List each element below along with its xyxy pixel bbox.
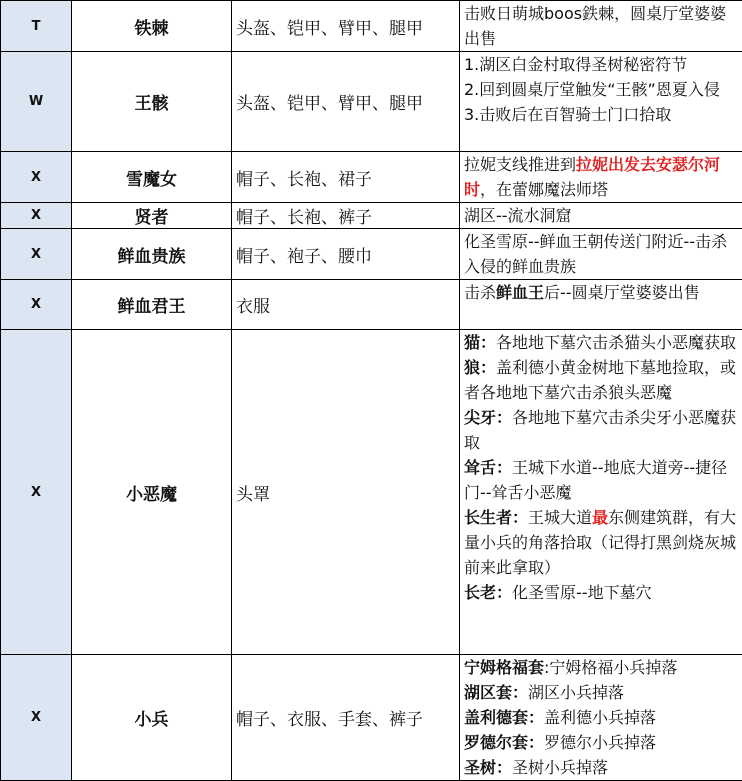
source-text: 宁姆格福套: [464, 658, 544, 677]
source-text: 1.湖区白金村取得圣树秘密符节: [464, 55, 687, 74]
armor-parts: 帽子、袍子、腰巾: [232, 229, 460, 280]
source-cell: [460, 655, 742, 781]
source-text: 盖利德小黄金树地下墓地捡取，或者各地地下墓穴击杀狼头恶魔: [464, 358, 736, 402]
table-row: [1, 229, 742, 280]
source-text: 耸舌：: [464, 458, 512, 477]
index-letter: X: [1, 203, 72, 229]
source-line: [464, 280, 742, 305]
source-line: [464, 405, 742, 455]
source-line: [464, 755, 742, 780]
index-letter: X: [1, 330, 72, 655]
armor-name: 雪魔女: [72, 152, 232, 203]
source-line: [464, 152, 742, 202]
armor-parts: 帽子、长袍、裤子: [232, 203, 460, 229]
armor-parts: 帽子、衣服、手套、裤子: [232, 655, 460, 781]
source-text: 鲜血王: [496, 283, 544, 302]
source-line: [464, 455, 742, 505]
source-text: 狼：: [464, 358, 496, 377]
armor-parts: 头盔、铠甲、臂甲、腿甲: [232, 52, 460, 152]
source-text: 尖牙：: [464, 408, 512, 427]
source-cell: [460, 203, 742, 229]
source-line: [464, 1, 742, 51]
source-cell: [460, 1, 742, 52]
index-letter: X: [1, 152, 72, 203]
source-cell: [460, 330, 742, 655]
source-text: 击败日萌城boos鉄棘，圆桌厅堂婆婆出售: [464, 4, 726, 48]
source-line: [464, 330, 742, 355]
source-text: 王城大道: [528, 508, 592, 527]
source-text: 长老：: [464, 583, 512, 602]
armor-name: 鲜血君王: [72, 280, 232, 330]
source-text: 拉妮支线推进到: [464, 155, 576, 174]
source-line: [464, 730, 742, 755]
source-text: 湖区小兵掉落: [528, 683, 624, 702]
armor-parts: 衣服: [232, 280, 460, 330]
source-line: [464, 203, 742, 228]
source-line: [464, 77, 742, 102]
source-cell: [460, 280, 742, 330]
armor-name: 铁棘: [72, 1, 232, 52]
table-row: [1, 52, 742, 152]
source-text: 湖区套：: [464, 683, 528, 702]
source-line: [464, 680, 742, 705]
source-text: 最: [592, 508, 608, 527]
source-text: 罗德尔套：: [464, 733, 544, 752]
source-text: 王城下水道--地底大道旁--捷径门--耸舌小恶魔: [464, 458, 727, 502]
source-line: [464, 655, 742, 680]
source-text: 2.回到圆桌厅堂触发“王骸”恩夏入侵: [464, 80, 720, 99]
source-text: 后--圆桌厅堂婆婆出售: [544, 283, 700, 302]
source-text: ，在蕾娜魔法师塔: [480, 180, 608, 199]
index-letter: X: [1, 229, 72, 280]
table-row: [1, 330, 742, 655]
armor-name: 小恶魔: [72, 330, 232, 655]
index-letter: X: [1, 655, 72, 781]
table-row: [1, 280, 742, 330]
source-text: 盖利德套：: [464, 708, 544, 727]
source-text: 圣树小兵掉落: [512, 758, 608, 777]
source-text: 罗德尔小兵掉落: [544, 733, 656, 752]
source-line: [464, 355, 742, 405]
index-letter: W: [1, 52, 72, 152]
source-text: 化圣雪原--地下墓穴: [512, 583, 652, 602]
armor-name: 小兵: [72, 655, 232, 781]
source-text: 猫：: [464, 333, 496, 352]
source-line: [464, 102, 742, 127]
source-text: 化圣雪原--鲜血王朝传送门附近--击杀入侵的鲜血贵族: [464, 232, 727, 276]
source-line: [464, 229, 742, 279]
source-line: [464, 580, 742, 605]
source-cell: [460, 229, 742, 280]
index-letter: X: [1, 280, 72, 330]
index-letter: T: [1, 1, 72, 52]
source-text: :宁姆格福小兵掉落: [544, 658, 677, 677]
table-row: [1, 655, 742, 781]
armor-parts: 头盔、铠甲、臂甲、腿甲: [232, 1, 460, 52]
source-text: 拉妮出发去安瑟尔河时: [464, 155, 720, 199]
source-text: 东侧建筑群，有大量小兵的角落拾取（记得打黑剑烧灰城前来此拿取）: [464, 508, 736, 577]
table-row: [1, 203, 742, 229]
table-row: [1, 1, 742, 52]
source-line: [464, 505, 742, 580]
armor-name: 贤者: [72, 203, 232, 229]
source-text: 湖区--流水洞窟: [464, 206, 572, 225]
armor-parts: 帽子、长袍、裙子: [232, 152, 460, 203]
source-text: 3.击败后在百智骑士门口拾取: [464, 105, 671, 124]
source-text: 各地地下墓穴击杀猫头小恶魔获取: [496, 333, 736, 352]
source-cell: [460, 52, 742, 152]
source-cell: [460, 152, 742, 203]
source-line: [464, 52, 742, 77]
source-text: 盖利德小兵掉落: [544, 708, 656, 727]
armor-parts: 头罩: [232, 330, 460, 655]
table-row: [1, 152, 742, 203]
armor-name: 王骸: [72, 52, 232, 152]
source-text: 击杀: [464, 283, 496, 302]
source-text: 各地地下墓穴击杀尖牙小恶魔获取: [464, 408, 736, 452]
source-text: 长生者：: [464, 508, 528, 527]
armor-name: 鲜血贵族: [72, 229, 232, 280]
armor-table-body: [1, 1, 742, 781]
source-line: [464, 705, 742, 730]
source-text: 圣树：: [464, 758, 512, 777]
